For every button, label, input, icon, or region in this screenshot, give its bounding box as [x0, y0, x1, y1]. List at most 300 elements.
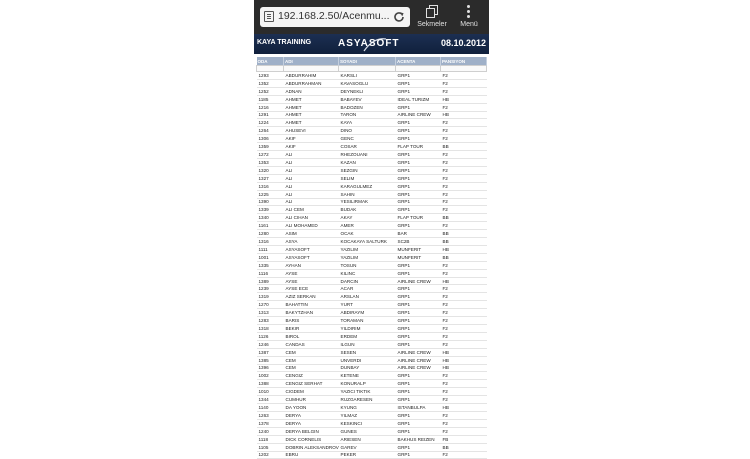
table-row[interactable] [257, 380, 487, 388]
table-row[interactable] [257, 388, 487, 396]
cell-soyadi: AMER [339, 222, 396, 230]
table-row[interactable] [257, 135, 487, 143]
cell-acenta: GRP1 [396, 443, 441, 451]
cell-acenta: GRP1 [396, 72, 441, 80]
cell-oda: 1306 [257, 135, 284, 143]
cell-soyadi: KILINC [339, 269, 396, 277]
cell-soyadi: ILGUN [339, 340, 396, 348]
cell-adi: CENGIZ [284, 372, 339, 380]
cell-pansiyon: F2 [441, 135, 487, 143]
cell-pansiyon: BB [441, 143, 487, 151]
table-row[interactable] [257, 174, 487, 182]
hotel-name: KAYA TRAINING [257, 39, 312, 46]
cell-adi: DERYA [284, 419, 339, 427]
table-row[interactable] [257, 285, 487, 293]
cell-acenta: AIRLINE CREW [396, 364, 441, 372]
table-row[interactable] [257, 293, 487, 301]
table-row[interactable] [257, 309, 487, 317]
cell-acenta: GRP1 [396, 372, 441, 380]
cell-acenta: GRP1 [396, 198, 441, 206]
cell-soyadi: BUDAK [339, 206, 396, 214]
cell-oda: 1270 [257, 301, 284, 309]
cell-adi: EBRU [284, 451, 339, 459]
cell-soyadi: PEKER [339, 451, 396, 459]
cell-adi: BAHATTIN [284, 301, 339, 309]
cell-soyadi: YAZILIM [339, 245, 396, 253]
cell-pansiyon: BB [441, 253, 487, 261]
cell-soyadi: KOCAKAYA SALTURK [339, 238, 396, 246]
cell-acenta: GRP1 [396, 127, 441, 135]
cell-pansiyon: F2 [441, 285, 487, 293]
cell-pansiyon: BB [441, 238, 487, 246]
cell-soyadi: KAYA [339, 119, 396, 127]
cell-adi: CIGDEM [284, 388, 339, 396]
cell-adi: ASYASOFT [284, 245, 339, 253]
cell-oda: 1352 [257, 79, 284, 87]
cell-pansiyon: F2 [441, 451, 487, 459]
cell-soyadi: YAZICI TIKTIK [339, 388, 396, 396]
cell-soyadi: SAHIN [339, 190, 396, 198]
table-row[interactable] [257, 79, 487, 87]
cell-pansiyon: F2 [441, 332, 487, 340]
cell-oda: 1252 [257, 87, 284, 95]
menu-label: Menü [460, 21, 478, 28]
cell-soyadi: BADOZEN [339, 103, 396, 111]
cell-adi: ALI CIHAN [284, 214, 339, 222]
cell-soyadi: YILMAZ [339, 411, 396, 419]
table-row[interactable] [257, 451, 487, 459]
table-row[interactable] [257, 372, 487, 380]
cell-pansiyon: F2 [441, 158, 487, 166]
cell-acenta: GRP1 [396, 151, 441, 159]
table-row[interactable] [257, 411, 487, 419]
cell-soyadi: DUNBAY [339, 364, 396, 372]
table-row[interactable] [257, 127, 487, 135]
cell-acenta: GRP1 [396, 222, 441, 230]
cell-acenta: ISTANBULPA [396, 404, 441, 412]
cell-oda: 1264 [257, 127, 284, 135]
table-row[interactable] [257, 151, 487, 159]
cell-acenta: BAKHUS REIZEN [396, 435, 441, 443]
cell-oda: 1335 [257, 261, 284, 269]
cell-soyadi: ARIESEN [339, 435, 396, 443]
cell-pansiyon: F2 [441, 261, 487, 269]
cell-oda: 1339 [257, 206, 284, 214]
table-row[interactable] [257, 396, 487, 404]
cell-adi: ALI [284, 158, 339, 166]
cell-acenta: GRP1 [396, 309, 441, 317]
guest-table [256, 57, 487, 459]
cell-pansiyon: F2 [441, 190, 487, 198]
cell-oda: 1396 [257, 364, 284, 372]
cell-oda: 1378 [257, 419, 284, 427]
cell-adi: DICK CORNELIS [284, 435, 339, 443]
table-row[interactable] [257, 143, 487, 151]
cell-pansiyon: F2 [441, 87, 487, 95]
tabs-button[interactable] [414, 3, 450, 33]
cell-acenta: GRP1 [396, 419, 441, 427]
cell-oda: 1387 [257, 348, 284, 356]
cell-acenta: GRP1 [396, 119, 441, 127]
cell-adi: DERYA BELGIN [284, 427, 339, 435]
table-row[interactable] [257, 332, 487, 340]
column-header-adi[interactable]: ADI [284, 57, 339, 66]
cell-pansiyon: F2 [441, 206, 487, 214]
table-row[interactable] [257, 301, 487, 309]
cell-adi: CENGIZ SERHAT [284, 380, 339, 388]
cell-pansiyon: F2 [441, 317, 487, 325]
cell-soyadi: ARSLAN [339, 293, 396, 301]
cell-pansiyon: HB [441, 348, 487, 356]
cell-adi: DOBRIN ALEKSANDROV [285, 444, 339, 450]
cell-adi: CEM [284, 356, 339, 364]
cell-adi: ASYASOFT [284, 253, 339, 261]
cell-oda: 1105 [257, 443, 284, 451]
cell-acenta: GRP1 [396, 190, 441, 198]
tabs-label: Sekmeler [417, 21, 447, 28]
cell-oda: 1263 [257, 411, 284, 419]
cell-oda: 1272 [257, 151, 284, 159]
phone-screen [254, 0, 489, 458]
cell-oda: 1225 [257, 190, 284, 198]
cell-oda: 1388 [257, 380, 284, 388]
cell-pansiyon: F2 [441, 388, 487, 396]
cell-oda: 1239 [257, 285, 284, 293]
cell-acenta: AIRLINE CREW [396, 111, 441, 119]
table-row[interactable] [257, 72, 487, 80]
cell-soyadi: OCAK [339, 230, 396, 238]
cell-soyadi: RHEZOUANI [339, 151, 396, 159]
cell-soyadi: ACAR [339, 285, 396, 293]
cell-adi: AHMET [284, 103, 339, 111]
cell-acenta: GRP1 [396, 451, 441, 459]
cell-pansiyon: HB [441, 111, 487, 119]
cell-soyadi: DARCIN [339, 277, 396, 285]
cell-soyadi: YESILIRMAK [339, 198, 396, 206]
asyasoft-logo: ASYASOFT [334, 36, 410, 52]
cell-oda: 1390 [257, 198, 284, 206]
cell-acenta: GRP1 [396, 174, 441, 182]
cell-adi: AHMET [284, 95, 339, 103]
cell-oda: 1340 [257, 214, 284, 222]
cell-oda: 1224 [257, 119, 284, 127]
cell-oda: 1316 [257, 238, 284, 246]
table-row[interactable] [257, 356, 487, 364]
cell-acenta: GRP1 [396, 261, 441, 269]
address-bar[interactable] [260, 7, 410, 27]
cell-pansiyon: F2 [441, 325, 487, 333]
cell-acenta: GRP1 [396, 135, 441, 143]
column-header-soyadi[interactable]: SOYADI [339, 57, 396, 66]
cell-acenta: GRP1 [396, 317, 441, 325]
cell-pansiyon: F2 [441, 340, 487, 348]
cell-adi: AHMET [284, 119, 339, 127]
cell-acenta: GRP1 [396, 158, 441, 166]
cell-acenta: GRP1 [396, 332, 441, 340]
cell-acenta: GRP1 [396, 285, 441, 293]
cell-adi: AKIF [284, 135, 339, 143]
table-row[interactable] [257, 238, 487, 246]
cell-soyadi: AKAY [339, 214, 396, 222]
cell-oda: 1327 [257, 174, 284, 182]
cell-acenta: GRP1 [396, 103, 441, 111]
table-body [257, 72, 487, 459]
cell-soyadi: DEYNEKLI [339, 87, 396, 95]
cell-adi: AYHAN [284, 261, 339, 269]
overflow-menu-icon [467, 5, 470, 8]
cell-adi: ABDURRAHIM [284, 72, 339, 80]
cell-adi: ADNAN [284, 87, 339, 95]
cell-pansiyon: F2 [441, 293, 487, 301]
cell-oda: 1320 [257, 166, 284, 174]
table-row[interactable] [257, 427, 487, 435]
cell-pansiyon: F2 [441, 411, 487, 419]
cell-acenta: IDEAL TURIZM [396, 95, 441, 103]
cell-soyadi: KAVASOGLU [339, 79, 396, 87]
cell-pansiyon: F2 [441, 301, 487, 309]
cell-acenta: GRP1 [396, 269, 441, 277]
cell-adi: CUMHUR [284, 396, 339, 404]
cell-oda: 1001 [257, 253, 284, 261]
cell-soyadi: COSAR [339, 143, 396, 151]
cell-adi: AZIZ SERKAN [284, 293, 339, 301]
table-row[interactable] [257, 206, 487, 214]
table-row[interactable] [257, 214, 487, 222]
table-row[interactable] [257, 198, 487, 206]
table-row[interactable] [257, 103, 487, 111]
cell-adi: ASIM [284, 230, 339, 238]
cell-adi: AYSE ECE [284, 285, 339, 293]
cell-adi: AYSE [284, 277, 339, 285]
table-row[interactable] [257, 119, 487, 127]
cell-adi: CEM [284, 348, 339, 356]
cell-soyadi: BABAYEV [339, 95, 396, 103]
table-row[interactable] [257, 87, 487, 95]
cell-adi: BEKIR [284, 325, 339, 333]
cell-acenta: MUNFERIT [396, 245, 441, 253]
table-row[interactable] [257, 435, 487, 443]
cell-acenta: GRP1 [396, 396, 441, 404]
column-header-oda[interactable]: ODA [257, 57, 284, 66]
cell-pansiyon: HB [441, 356, 487, 364]
cell-adi: CEM [284, 364, 339, 372]
cell-oda: 1359 [257, 143, 284, 151]
cell-acenta: GRP1 [396, 166, 441, 174]
guest-list-grid [256, 57, 486, 459]
cell-acenta: GRP1 [396, 325, 441, 333]
cell-acenta: AIRLINE CREW [396, 277, 441, 285]
table-row[interactable] [257, 222, 487, 230]
table-row[interactable] [257, 166, 487, 174]
cell-oda: 1313 [257, 309, 284, 317]
reload-icon[interactable] [392, 10, 406, 24]
cell-acenta: GRP1 [396, 411, 441, 419]
cell-oda: 1185 [257, 95, 284, 103]
cell-acenta: GRP1 [396, 293, 441, 301]
report-date: 08.10.2012 [440, 38, 486, 48]
cell-oda: 1010 [257, 388, 284, 396]
cell-adi: ALI [284, 174, 339, 182]
cell-adi: DERYA [284, 411, 339, 419]
cell-soyadi: SELIM [339, 174, 396, 182]
table-row[interactable] [257, 182, 487, 190]
cell-oda: 1344 [257, 396, 284, 404]
table-row[interactable] [257, 245, 487, 253]
cell-pansiyon: F2 [441, 222, 487, 230]
table-row[interactable] [257, 317, 487, 325]
cell-soyadi: SEZGIN [339, 166, 396, 174]
cell-oda: 1118 [257, 435, 284, 443]
table-row[interactable] [257, 95, 487, 103]
cell-oda: 1291 [257, 111, 284, 119]
cell-acenta: GRP1 [396, 206, 441, 214]
cell-acenta: AIRLINE CREW [396, 348, 441, 356]
table-row[interactable] [257, 340, 487, 348]
cell-oda: 1161 [257, 222, 284, 230]
table-row[interactable] [257, 325, 487, 333]
cell-soyadi: TOSUN [339, 261, 396, 269]
cell-adi: ABDURRAHMAN [284, 79, 339, 87]
cell-adi: BIROL [284, 332, 339, 340]
cell-pansiyon: F2 [441, 174, 487, 182]
cell-soyadi: YURT [339, 301, 396, 309]
cell-adi: BAKYTZHAN [284, 309, 339, 317]
cell-pansiyon: F2 [441, 103, 487, 111]
menu-button[interactable] [454, 3, 484, 33]
cell-adi: ALI CEM [284, 206, 339, 214]
cell-pansiyon: F2 [441, 127, 487, 135]
url-text[interactable]: 192.168.2.50/Acenmu... [278, 10, 390, 22]
app-header [254, 34, 489, 54]
cell-oda: 1319 [257, 293, 284, 301]
cell-oda: 1111 [257, 245, 284, 253]
cell-acenta: FLAP TOUR [396, 214, 441, 222]
cell-pansiyon: F2 [441, 72, 487, 80]
cell-pansiyon: F2 [441, 166, 487, 174]
cell-acenta: FLAP TOUR [396, 143, 441, 151]
cell-soyadi: GENC [339, 135, 396, 143]
cell-pansiyon: F2 [441, 396, 487, 404]
column-header-pansiyon[interactable]: PANSIYON [441, 57, 487, 66]
cell-acenta: GRP1 [396, 79, 441, 87]
table-row[interactable] [257, 230, 487, 238]
cell-pansiyon: F2 [441, 419, 487, 427]
cell-soyadi: RUZGARESEN [339, 396, 396, 404]
cell-acenta: SC2B [396, 238, 441, 246]
cell-acenta: AIRLINE CREW [396, 356, 441, 364]
cell-acenta: GRP1 [396, 380, 441, 388]
cell-oda: 1116 [257, 269, 284, 277]
table-row[interactable] [257, 348, 487, 356]
table-row[interactable] [257, 443, 487, 451]
cell-adi: ALI [284, 190, 339, 198]
cell-soyadi: DINO [339, 127, 396, 135]
cell-pansiyon: BB [441, 443, 487, 451]
cell-soyadi: YAZILIM [339, 253, 396, 261]
cell-soyadi: TARON [339, 111, 396, 119]
table-row[interactable] [257, 253, 487, 261]
cell-adi: ALI [284, 182, 339, 190]
tabs-icon [426, 5, 438, 18]
column-header-acenta[interactable]: ACENTA [396, 57, 441, 66]
cell-soyadi: KAZAN [339, 158, 396, 166]
cell-soyadi: KYUNG [339, 404, 396, 412]
cell-pansiyon: F2 [441, 151, 487, 159]
cell-pansiyon: BB [441, 230, 487, 238]
cell-soyadi: ABDIRAYM [339, 309, 396, 317]
cell-soyadi: ERDEM [339, 332, 396, 340]
cell-pansiyon: F2 [441, 380, 487, 388]
table-row[interactable] [257, 261, 487, 269]
cell-pansiyon: F2 [441, 427, 487, 435]
cell-pansiyon: FB [441, 435, 487, 443]
cell-adi: ALI MOHAMED [284, 222, 339, 230]
table-row[interactable] [257, 277, 487, 285]
page-icon [264, 11, 274, 22]
table-header-row [257, 57, 487, 66]
table-row[interactable] [257, 364, 487, 372]
cell-acenta: GRP1 [396, 427, 441, 435]
cell-adi: BARIS [284, 317, 339, 325]
cell-pansiyon: F2 [441, 198, 487, 206]
cell-pansiyon: HB [441, 277, 487, 285]
cell-soyadi: TORAMAN [339, 317, 396, 325]
cell-oda: 1126 [257, 332, 284, 340]
table-row[interactable] [257, 269, 487, 277]
cell-soyadi: GAREV [339, 443, 396, 451]
cell-acenta: GRP1 [396, 301, 441, 309]
table-row[interactable] [257, 419, 487, 427]
browser-toolbar [254, 0, 489, 34]
table-row[interactable] [257, 158, 487, 166]
cell-oda: 1216 [257, 103, 284, 111]
cell-oda: 1385 [257, 356, 284, 364]
cell-oda: 1002 [257, 372, 284, 380]
cell-pansiyon: BB [441, 214, 487, 222]
cell-pansiyon: HB [441, 245, 487, 253]
cell-pansiyon: HB [441, 364, 487, 372]
cell-acenta: MUNFERIT [396, 253, 441, 261]
cell-soyadi: KESKINCI [339, 419, 396, 427]
table-row[interactable] [257, 111, 487, 119]
cell-acenta: GRP1 [396, 182, 441, 190]
cell-adi: ALI [284, 151, 339, 159]
cell-pansiyon: F2 [441, 119, 487, 127]
cell-pansiyon: HB [441, 404, 487, 412]
cell-adi: CANDAS [284, 340, 339, 348]
cell-adi: AHMET [284, 111, 339, 119]
cell-oda: 1246 [257, 340, 284, 348]
table-row[interactable] [257, 404, 487, 412]
cell-oda: 1240 [257, 427, 284, 435]
table-row[interactable] [257, 190, 487, 198]
cell-pansiyon: F2 [441, 79, 487, 87]
cell-oda: 1280 [257, 230, 284, 238]
cell-soyadi: GUNES [339, 427, 396, 435]
cell-adi: ASYA [284, 238, 339, 246]
cell-acenta: BAR [396, 230, 441, 238]
cell-adi: AKIF [284, 143, 339, 151]
cell-pansiyon: F2 [441, 309, 487, 317]
cell-soyadi: KETENE [339, 372, 396, 380]
cell-adi: ALI [284, 198, 339, 206]
cell-acenta: GRP1 [396, 340, 441, 348]
cell-soyadi: SESEN [339, 348, 396, 356]
cell-adi: AHUSEVI [284, 127, 339, 135]
cell-soyadi: KONURALP [339, 380, 396, 388]
cell-oda: 1293 [257, 72, 284, 80]
cell-pansiyon: F2 [441, 182, 487, 190]
